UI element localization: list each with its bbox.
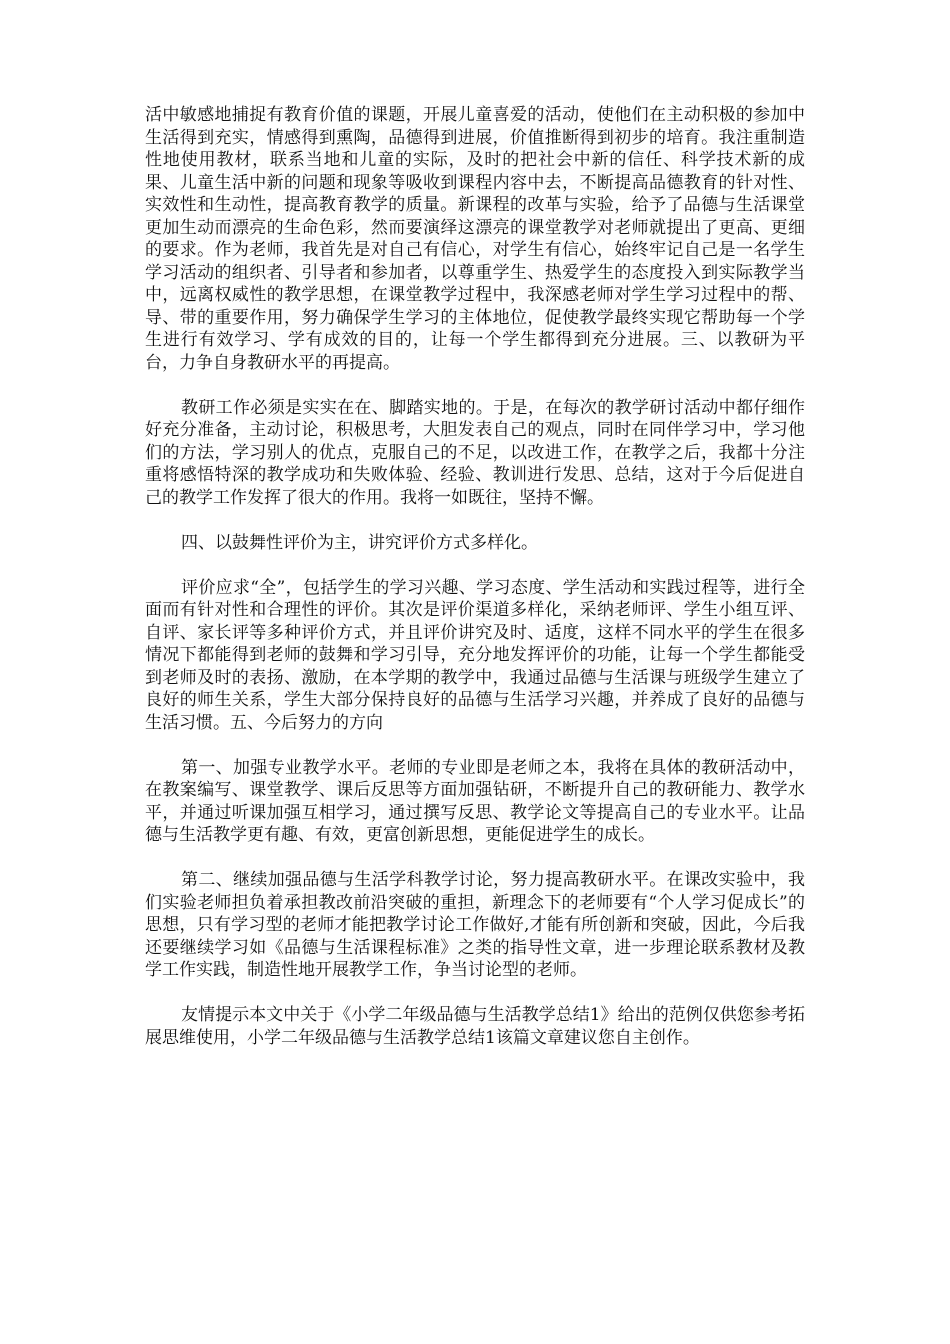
paragraph-friendly-notice: 友情提示本文中关于《小学二年级品德与生活教学总结1》给出的范例仅供您参考拓展思维使用，小学二年级品德与生活教学总结1该篇文章建议您自主创作。 bbox=[145, 1005, 805, 1048]
paragraph-teaching-research: 教研工作必须是实实在在、脚踏实地的。于是，在每次的教学研讨活动中都仔细作好充分准备，主动讨论，积极思考，大胆发表自己的观点，同时在同伴学习中，学习他们的方法，学习别人的优点，克服自己的不足，以改进工作，在教学之后，我都十分注重将感悟特深的教学成功和失败体验、经验、教训进行发思、总结，这对于今后促进自己的教学工作发挥了很大的作用。我将一如既往，坚持不懈。 bbox=[145, 397, 805, 508]
paragraph-evaluation: 评价应求“全”，包括学生的学习兴趣、学习态度、学生活动和实践过程等，进行全面而有针对性和合理性的评价。其次是评价渠道多样化，采纳老师评、学生小组互评、自评、家长评等多种评价方式，并且评价讲究及时、适度，这样不同水平的学生在很多情况下都能得到老师的鼓舞和学习引导，充分地发挥评价的功能，让每一个学生都能受到老师及时的表扬、激励，在本学期的教学中，我通过品德与生活课与班级学生建立了良好的师生关系，学生大部分保持良好的品德与生活学习兴趣，并养成了良好的品德与生活习惯。五、今后努力的方向 bbox=[145, 577, 805, 733]
section-heading-evaluation: 四、以鼓舞性评价为主，讲究评价方式多样化。 bbox=[181, 532, 538, 553]
paragraph-second-direction: 第二、继续加强品德与生活学科教学讨论，努力提高教研水平。在课改实验中，我们实验老师担负着承担教改前沿突破的重担，新理念下的老师要有“个人学习促成长”的思想，只有学习型的老师才能把教学讨论工作做好,才能有所创新和突破，因此，今后我还要继续学习如《品德与生活课程标准》之类的指导性文章，进一步理论联系教材及教学工作实践，制造性地开展教学工作，争当讨论型的老师。 bbox=[145, 870, 805, 980]
paragraph-first-direction: 第一、加强专业教学水平。老师的专业即是老师之本，我将在具体的教研活动中，在教案编写、课堂教学、课后反思等方面加强钻研，不断提升自己的教研能力、教学水平，并通过听课加强互相学习，通过撰写反思、教学论文等提高自己的专业水平。让品德与生活教学更有趣、有效，更富创新思想，更能促进学生的成长。 bbox=[145, 757, 805, 845]
paragraph-continued: 活中敏感地捕捉有教育价值的课题，开展儿童喜爱的活动，使他们在主动积极的参加中生活得到充实，情感得到熏陶，品德得到进展，价值推断得到初步的培育。我注重制造性地使用教材，联系当地和儿童的实际，及时的把社会中新的信任、科学技术新的成果、儿童生活中新的问题和现象等吸收到课程内容中去，不断提高品德教育的针对性、实效性和生动性，提高教育教学的质量。新课程的改革与实验，给予了品德与生活课堂更加生动而漂亮的生命色彩，然而要演绎这漂亮的课堂教学对老师就提出了更高、更细的要求。作为老师，我首先是对自己有信心，对学生有信心，始终牢记自己是一名学生学习活动的组织者、引导者和参加者，以尊重学生、热爱学生的态度投入到实际教学当中，远离权威性的教学思想，在课堂教学过程中，我深感老师对学生学习过程中的帮、导、带的重要作用，努力确保学生学习的主体地位，促使教学最终实现它帮助每一个学生进行有效学习、学有成效的目的，让每一个学生都得到充分进展。三、以教研为平台，力争自身教研水平的再提高。 bbox=[145, 105, 805, 373]
document-body bbox=[145, 104, 805, 1072]
